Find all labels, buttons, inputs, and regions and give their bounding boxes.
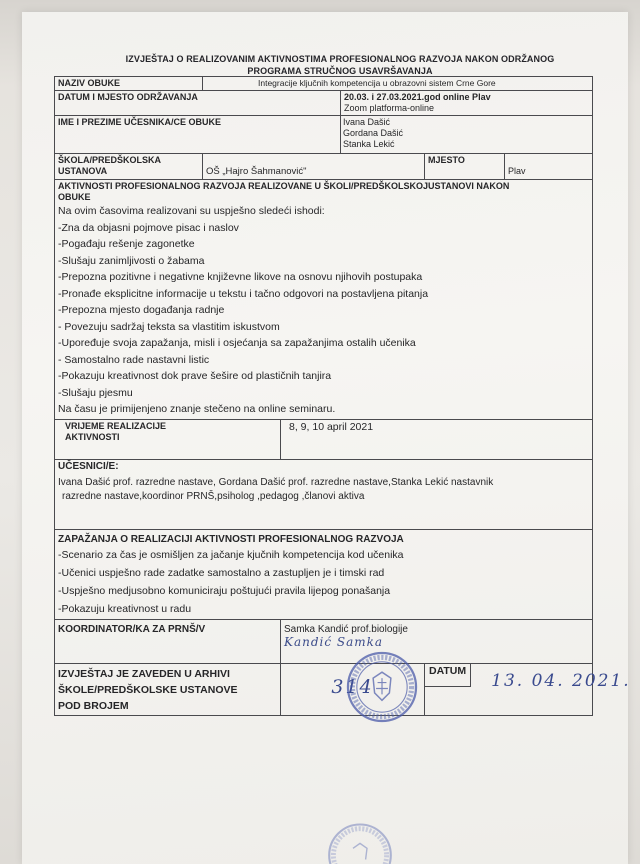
koordinator-value: Samka Kandić prof.biologije	[284, 623, 408, 635]
naziv-obuke-value: Integracije ključnih kompetencija u obrazovni sistem Crne Gore	[203, 77, 593, 91]
zapazanja-list	[58, 546, 589, 618]
outcome-item: -Prepozna mjesto događanja radnje	[58, 304, 225, 316]
arhiva-datum-label: DATUM	[425, 664, 471, 687]
outcome-item: - Povezuju sadržaj teksta sa vlastitim iskustvom	[58, 320, 280, 333]
outcome-item: Na času je primijenjeno znanje stečeno na online seminaru.	[58, 403, 336, 415]
row-vrijeme	[55, 419, 593, 459]
aktivnosti-cell	[55, 180, 593, 420]
koordinator-cell	[281, 619, 593, 663]
ucesnici-cell	[55, 459, 593, 529]
vrijeme-label	[55, 419, 281, 459]
document-title-line1: IZVJEŠTAJ O REALIZOVANIM AKTIVNOSTIMA PROFESIONALNOG RAZVOJA NAKON ODRŽANOG	[125, 54, 555, 64]
observation-item: -Scenario za čas je osmišljen za jačanje kjučnih kompetencija kod učenika	[58, 548, 404, 561]
mjesto-value: Plav	[505, 154, 593, 180]
outcome-item: -Upoređuje svoja zapažanja, misli i osjećanja sa zapažanjima ostalih učenika	[58, 337, 416, 349]
outcome-item: -Zna da objasni pojmove pisac i naslov	[58, 221, 239, 234]
skola-label	[55, 154, 203, 180]
arhiva-datum-value: 13. 04. 2021.	[491, 670, 631, 691]
arhiva-label	[55, 663, 281, 715]
outcome-item: -Slušaju zanimljivosti o žabama	[58, 254, 205, 267]
datum-mjesto-cell	[341, 91, 593, 116]
row-naziv-obuke	[55, 77, 593, 91]
koordinator-label: KOORDINATOR/KA ZA PRNŠ/V	[55, 619, 281, 663]
row-ucesnici-obuke	[55, 116, 593, 154]
row-koordinator	[55, 619, 593, 663]
mjesto-label: MJESTO	[425, 154, 505, 180]
arhiva-datum-cell	[425, 663, 631, 715]
aktivnosti-heading: AKTIVNOSTI PROFESIONALNOG RAZVOJA REALIZOVANE U ŠKOLI/PREDŠKOLSKOJUSTANOVI NAKON	[58, 181, 510, 191]
zapazanja-label: ZAPAŽANJA O REALIZACIJI AKTIVNOSTI PROFESIONALNOG RAZVOJA	[58, 533, 404, 545]
row-ucesnici	[55, 459, 593, 529]
participant-name: Gordana Dašić	[343, 128, 404, 138]
outcome-item: Na ovim časovima realizovani su uspješno sledeći ishodi:	[58, 205, 325, 217]
ucesnici-line1: Ivana Dašić prof. razredne nastave, Gordana Dašić prof. razredne nastave,Stanka Lekić nastavnik	[58, 476, 494, 488]
stamp-bleed-through	[325, 820, 395, 864]
outcome-item: -Pogađaju rešenje zagonetke	[58, 238, 195, 250]
participant-name: Stanka Lekić	[343, 139, 395, 149]
observation-item: -Učenici uspješno rade zadatke samostalno a zastupljen je i timski rad	[58, 566, 385, 579]
observation-item: -Uspješno medjusobno komuniciraju poštujući pravila lijepog ponašanja	[58, 584, 391, 597]
observation-item: -Pokazuju kreativnost u radu	[58, 602, 192, 615]
outcome-item: -Pronađe eksplicitne informacije u tekstu i tačno odgovori na postavljena pitanja	[58, 287, 429, 300]
outcome-item: - Samostalno rade nastavni listic	[58, 353, 210, 366]
row-datum-mjesto	[55, 91, 593, 116]
document-title-line2: PROGRAMA STRUČNOG USAVRŠAVANJA	[247, 66, 433, 76]
ucesnici-obuke-names	[341, 116, 593, 154]
aktivnosti-list	[58, 203, 589, 418]
skola-value: OŠ „Hajro Šahmanović"	[203, 154, 425, 180]
report-form	[54, 76, 631, 716]
datum-mjesto-platform: Zoom platforma-online	[344, 103, 435, 113]
row-zapazanja	[55, 529, 593, 619]
zapazanja-cell	[55, 529, 593, 619]
skola-label-line2: USTANOVA	[58, 166, 108, 176]
row-skola	[55, 154, 593, 180]
arhiva-label-line3: POD BROJEM	[58, 699, 129, 712]
school-stamp	[345, 650, 419, 724]
vrijeme-label-line2: AKTIVNOSTI	[65, 431, 120, 442]
vrijeme-value: 8, 9, 10 april 2021	[281, 419, 593, 459]
participant-name: Ivana Dašić	[343, 117, 391, 127]
ucesnici-obuke-label: IME I PREZIME UČESNIKA/CE OBUKE	[55, 116, 341, 154]
naziv-obuke-label: NAZIV OBUKE	[55, 77, 203, 91]
outcome-item: -Slušaju pjesmu	[58, 386, 133, 399]
aktivnosti-heading-cont: OBUKE	[58, 192, 91, 202]
outcome-item: -Pokazuju kreativnost dok prave šešire od plastičnih tanjira	[58, 370, 332, 382]
outcome-item: -Prepozna pozitivne i negativne književne likove na osnovu njihovih postupaka	[58, 271, 423, 283]
ucesnici-line2: razredne nastave,koordinor PRNŠ,psiholog ,pedagog ,članovi aktiva	[62, 490, 365, 502]
koordinator-signature: Kandić Samka	[284, 634, 384, 649]
row-arhiva	[55, 663, 593, 715]
arhiva-label-line2: ŠKOLE/PREDŠKOLSKE USTANOVE	[58, 683, 238, 696]
row-aktivnosti	[55, 180, 593, 420]
datum-mjesto-label: DATUM I MJESTO ODRŽAVANJA	[55, 91, 341, 116]
skola-label-line1: ŠKOLA/PREDŠKOLSKA	[58, 155, 162, 165]
datum-mjesto-value: 20.03. i 27.03.2021.god online Plav	[344, 92, 491, 102]
arhiva-label-line1: IZVJEŠTAJ JE ZAVEDEN U ARHIVI	[58, 667, 230, 680]
vrijeme-label-line1: VRIJEME REALIZACIJE	[65, 420, 167, 431]
ucesnici-label: UČESNICI/E:	[58, 460, 119, 472]
arhiva-broj: 314	[331, 676, 374, 698]
